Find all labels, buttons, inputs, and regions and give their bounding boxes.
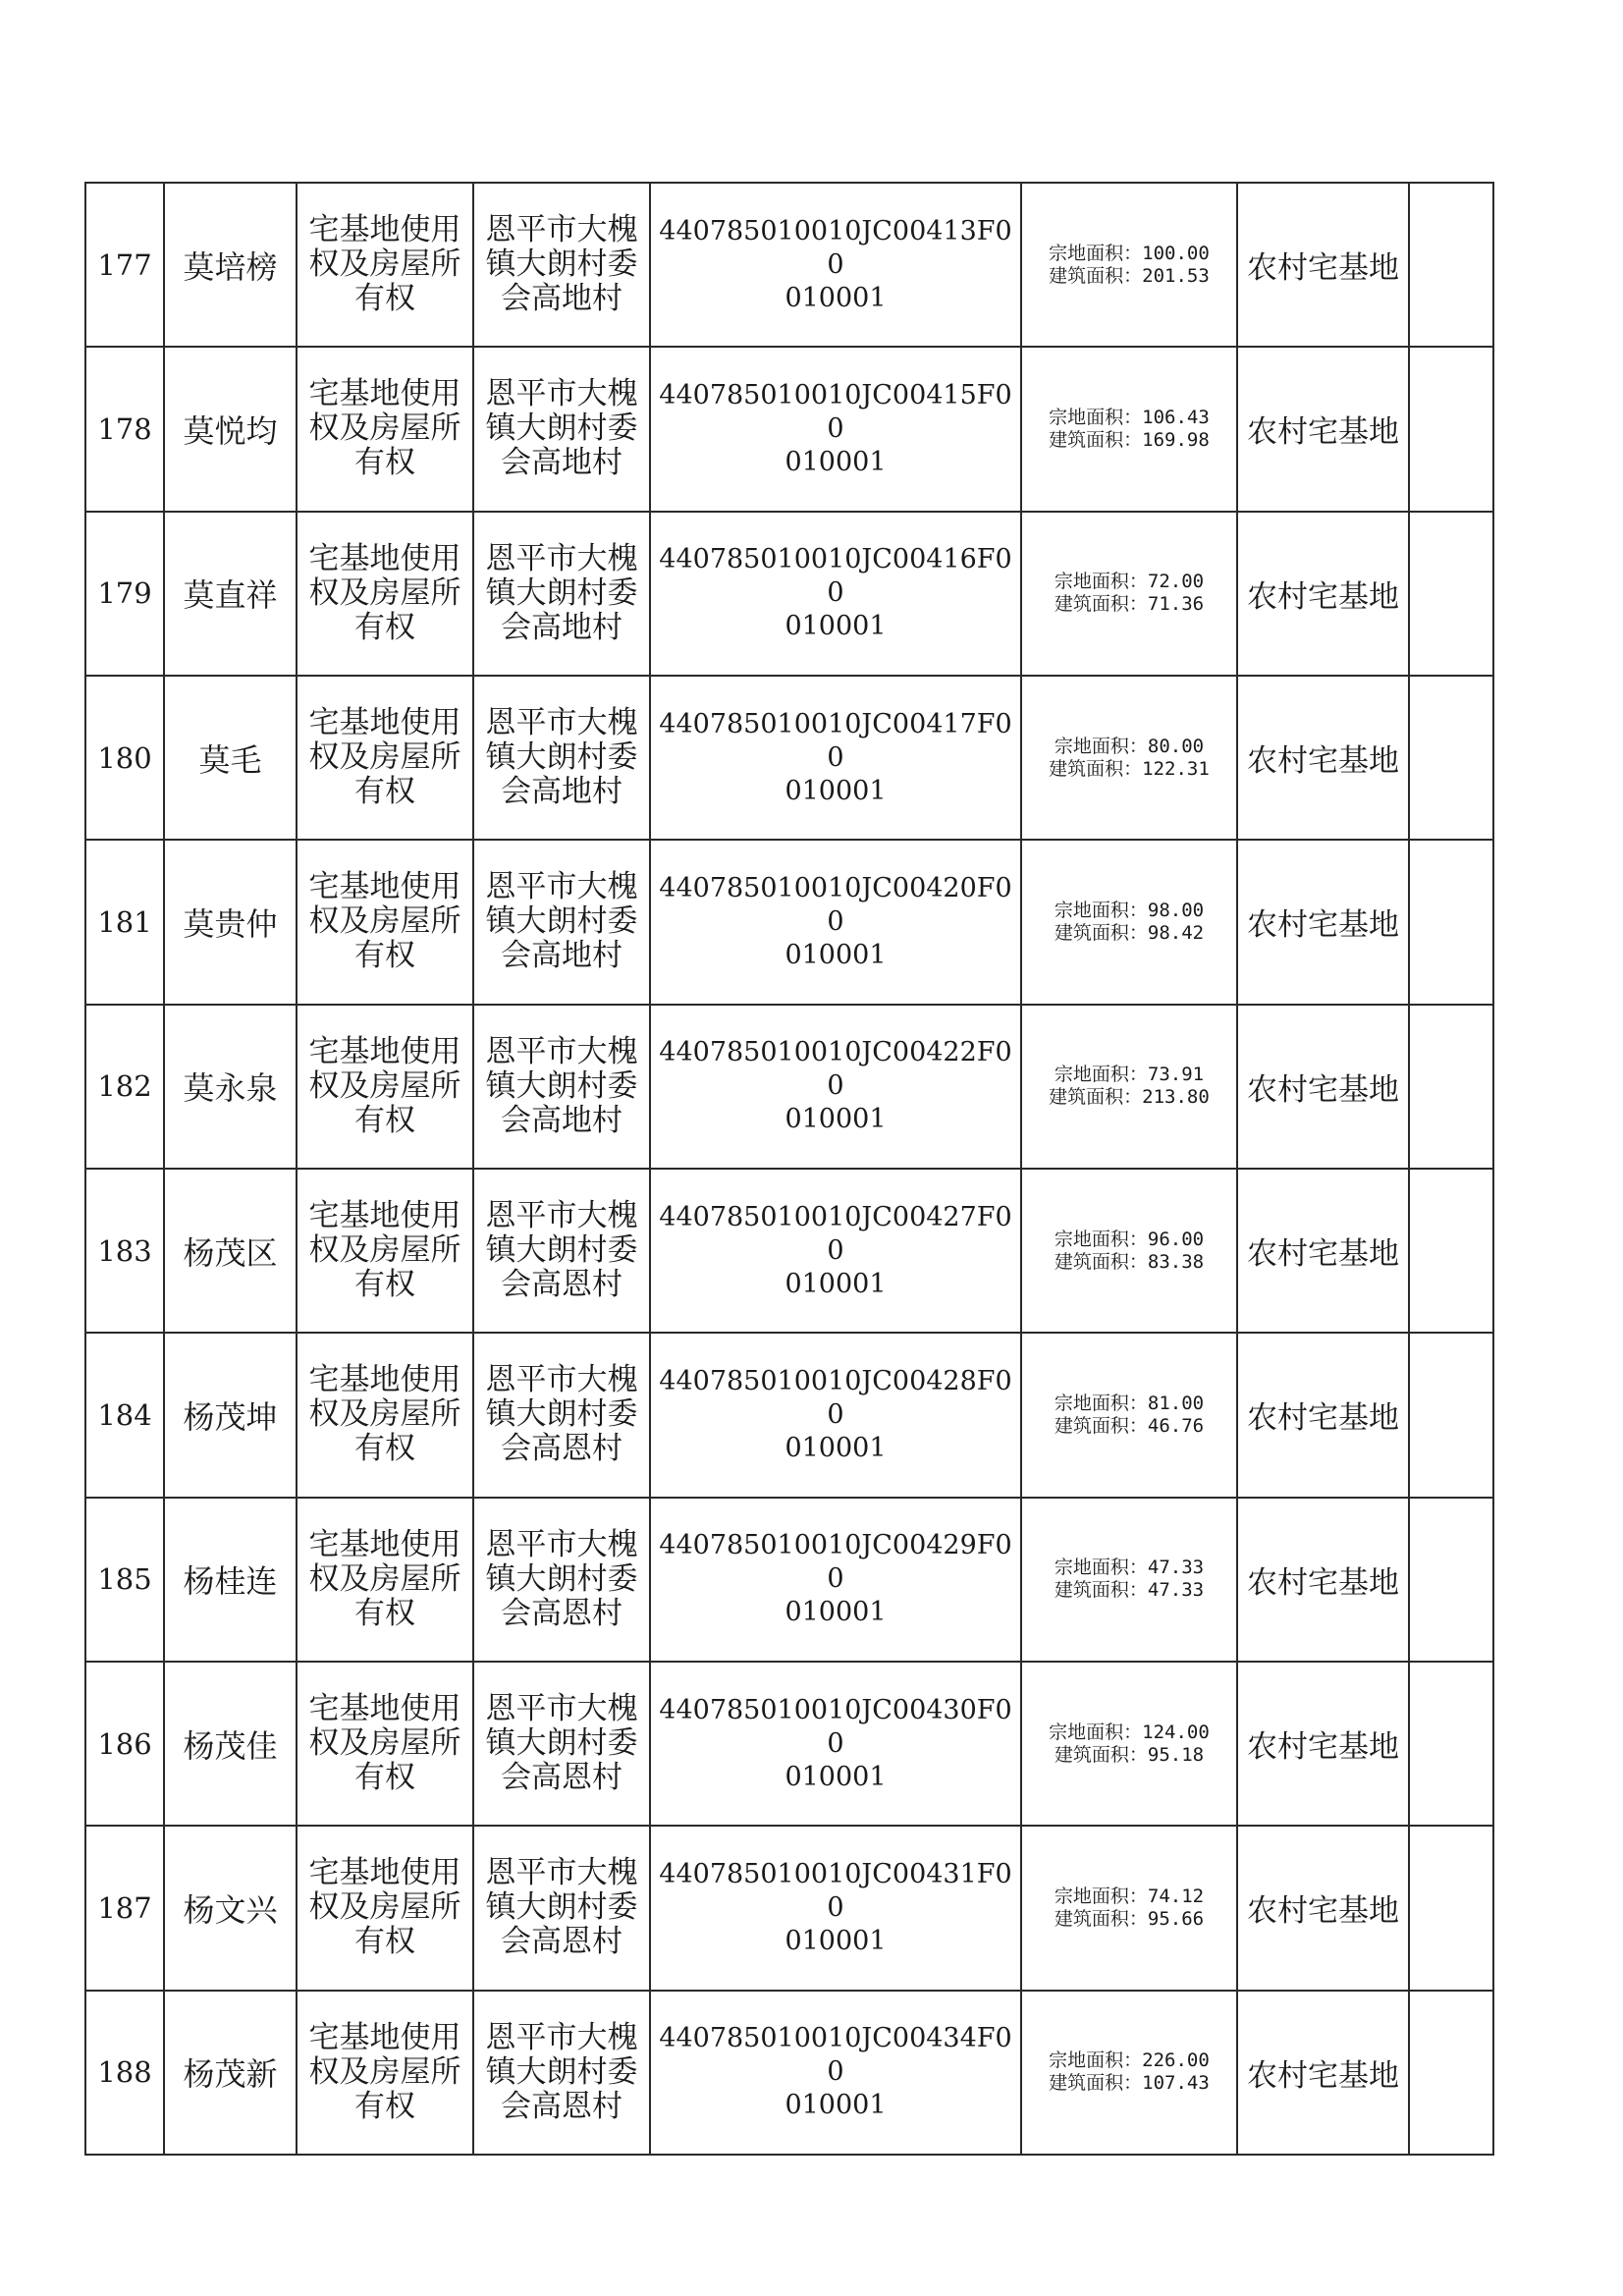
land-use: 农村宅基地 — [1247, 2057, 1399, 2094]
remark-cell — [1409, 1662, 1493, 1826]
land-area: 宗地面积：73.91 — [1054, 1064, 1205, 1086]
parcel-code-line: 010001 — [784, 446, 887, 477]
location-line: 恩平市大槐 — [485, 1362, 638, 1398]
land-area: 宗地面积：74.12 — [1054, 1885, 1205, 1907]
location-cell — [473, 1498, 650, 1662]
parcel-code-line: 440785010010JC00428F00 — [659, 1365, 1012, 1430]
owner-name: 杨桂连 — [183, 1562, 278, 1601]
parcel-code-cell — [650, 347, 1021, 511]
right-type-line: 权及房屋所 — [308, 739, 461, 776]
land-use-cell — [1237, 183, 1409, 347]
parcel-code-line: 010001 — [784, 2090, 887, 2121]
row-number-cell — [85, 1826, 164, 1990]
right-type-line: 权及房屋所 — [308, 2053, 461, 2090]
owner-name-cell — [164, 512, 297, 676]
right-type-line: 有权 — [354, 774, 415, 810]
land-use: 农村宅基地 — [1247, 743, 1399, 780]
land-area: 宗地面积：124.00 — [1049, 1721, 1210, 1743]
right-type-line: 宅基地使用 — [308, 540, 461, 576]
location-line: 会高地村 — [501, 1102, 622, 1138]
parcel-code-line: 440785010010JC00420F00 — [659, 872, 1012, 937]
parcel-code-line: 440785010010JC00434F00 — [659, 2023, 1012, 2088]
owner-name-cell — [164, 676, 297, 840]
right-type-line: 宅基地使用 — [308, 1033, 461, 1069]
location-line: 恩平市大槐 — [485, 1691, 638, 1727]
land-area: 宗地面积：96.00 — [1054, 1228, 1205, 1250]
right-type-line: 有权 — [354, 1924, 415, 1960]
parcel-code-cell — [650, 512, 1021, 676]
location-cell — [473, 676, 650, 840]
remark-cell — [1409, 512, 1493, 676]
building-area: 建筑面积：47.33 — [1054, 1579, 1205, 1602]
land-use: 农村宅基地 — [1247, 250, 1399, 287]
row-number: 184 — [97, 1397, 152, 1432]
row-number: 180 — [97, 740, 152, 775]
right-type-line: 权及房屋所 — [308, 1560, 461, 1597]
owner-name-cell — [164, 1169, 297, 1333]
land-use-cell — [1237, 1498, 1409, 1662]
parcel-code-line: 440785010010JC00422F00 — [659, 1037, 1012, 1102]
parcel-code-cell — [650, 840, 1021, 1004]
location-line: 恩平市大槐 — [485, 1198, 638, 1234]
building-area: 建筑面积：83.38 — [1054, 1250, 1205, 1273]
location-line: 会高地村 — [501, 938, 622, 974]
land-use-cell — [1237, 1826, 1409, 1990]
building-area: 建筑面积：95.66 — [1054, 1907, 1205, 1930]
location-cell — [473, 512, 650, 676]
location-cell — [473, 840, 650, 1004]
table-row — [85, 1005, 1493, 1169]
parcel-code-line: 440785010010JC00417F00 — [659, 708, 1012, 773]
right-type-cell — [297, 1169, 473, 1333]
right-type-line: 宅基地使用 — [308, 1198, 461, 1234]
land-use: 农村宅基地 — [1247, 414, 1399, 451]
row-number-cell — [85, 840, 164, 1004]
area-cell — [1021, 1333, 1237, 1497]
parcel-code-cell — [650, 676, 1021, 840]
land-use: 农村宅基地 — [1247, 1564, 1399, 1601]
owner-name-cell — [164, 1005, 297, 1169]
parcel-code-line: 010001 — [784, 1104, 887, 1135]
location-line: 会高地村 — [501, 609, 622, 645]
table-row — [85, 347, 1493, 511]
land-use-cell — [1237, 1991, 1409, 2155]
location-line: 镇大朗村委 — [485, 2053, 638, 2090]
right-type-cell — [297, 1991, 473, 2155]
land-area: 宗地面积：47.33 — [1054, 1557, 1205, 1579]
right-type-line: 权及房屋所 — [308, 1232, 461, 1269]
right-type-line: 宅基地使用 — [308, 1855, 461, 1891]
row-number-cell — [85, 1333, 164, 1497]
land-use-cell — [1237, 1169, 1409, 1333]
remark-cell — [1409, 676, 1493, 840]
location-cell — [473, 1005, 650, 1169]
owner-name: 莫培榜 — [183, 247, 278, 286]
location-line: 会高恩村 — [501, 1924, 622, 1960]
table-row — [85, 1333, 1493, 1497]
right-type-line: 权及房屋所 — [308, 903, 461, 940]
location-line: 会高恩村 — [501, 1595, 622, 1631]
right-type-line: 有权 — [354, 1760, 415, 1796]
right-type-cell — [297, 1333, 473, 1497]
owner-name: 莫悦均 — [183, 411, 278, 450]
building-area: 建筑面积：122.31 — [1049, 757, 1210, 780]
right-type-line: 权及房屋所 — [308, 246, 461, 283]
remark-cell — [1409, 1826, 1493, 1990]
row-number-cell — [85, 183, 164, 347]
parcel-code-line: 010001 — [784, 282, 887, 313]
row-number-cell — [85, 1498, 164, 1662]
parcel-code-line: 010001 — [784, 1597, 887, 1628]
land-use-cell — [1237, 676, 1409, 840]
owner-name: 莫贵仲 — [183, 904, 278, 943]
parcel-code-cell — [650, 1333, 1021, 1497]
right-type-cell — [297, 676, 473, 840]
location-line: 会高恩村 — [501, 2088, 622, 2124]
right-type-line: 有权 — [354, 281, 415, 317]
right-type-line: 有权 — [354, 1431, 415, 1467]
owner-name-cell — [164, 1662, 297, 1826]
right-type-line: 权及房屋所 — [308, 1889, 461, 1926]
location-cell — [473, 183, 650, 347]
row-number-cell — [85, 1005, 164, 1169]
registration-table — [84, 182, 1494, 2156]
remark-cell — [1409, 840, 1493, 1004]
parcel-code-cell — [650, 183, 1021, 347]
land-use-cell — [1237, 347, 1409, 511]
remark-cell — [1409, 1991, 1493, 2155]
parcel-code-line: 440785010010JC00416F00 — [659, 544, 1012, 609]
location-line: 镇大朗村委 — [485, 1889, 638, 1926]
owner-name-cell — [164, 1991, 297, 2155]
location-cell — [473, 1333, 650, 1497]
right-type-line: 宅基地使用 — [308, 1691, 461, 1727]
remark-cell — [1409, 1169, 1493, 1333]
building-area: 建筑面积：169.98 — [1049, 428, 1210, 451]
area-cell — [1021, 1498, 1237, 1662]
area-cell — [1021, 183, 1237, 347]
area-cell — [1021, 1826, 1237, 1990]
right-type-line: 有权 — [354, 609, 415, 645]
remark-cell — [1409, 1005, 1493, 1169]
row-number: 187 — [97, 1890, 152, 1925]
location-cell — [473, 1991, 650, 2155]
right-type-cell — [297, 512, 473, 676]
area-cell — [1021, 1169, 1237, 1333]
location-line: 镇大朗村委 — [485, 1067, 638, 1104]
land-area: 宗地面积：226.00 — [1049, 2050, 1210, 2072]
owner-name: 杨茂区 — [183, 1233, 278, 1272]
land-use-cell — [1237, 1005, 1409, 1169]
parcel-code-cell — [650, 1169, 1021, 1333]
land-area: 宗地面积：100.00 — [1049, 242, 1210, 264]
table-row — [85, 1662, 1493, 1826]
right-type-line: 宅基地使用 — [308, 869, 461, 905]
area-cell — [1021, 840, 1237, 1004]
land-use: 农村宅基地 — [1247, 1400, 1399, 1437]
right-type-line: 权及房屋所 — [308, 1067, 461, 1104]
remark-cell — [1409, 1498, 1493, 1662]
parcel-code-cell — [650, 1662, 1021, 1826]
parcel-code-line: 010001 — [784, 1268, 887, 1299]
location-line: 镇大朗村委 — [485, 574, 638, 611]
location-line: 恩平市大槐 — [485, 1855, 638, 1891]
row-number: 177 — [97, 247, 152, 282]
location-line: 恩平市大槐 — [485, 376, 638, 412]
land-use: 农村宅基地 — [1247, 1071, 1399, 1108]
land-use: 农村宅基地 — [1247, 578, 1399, 615]
location-line: 会高地村 — [501, 445, 622, 481]
location-line: 恩平市大槐 — [485, 2019, 638, 2055]
area-cell — [1021, 676, 1237, 840]
row-number: 181 — [97, 904, 152, 939]
land-area: 宗地面积：80.00 — [1054, 735, 1205, 757]
area-cell — [1021, 1662, 1237, 1826]
table-row — [85, 676, 1493, 840]
location-line: 会高地村 — [501, 281, 622, 317]
area-cell — [1021, 347, 1237, 511]
right-type-line: 权及房屋所 — [308, 574, 461, 611]
right-type-line: 宅基地使用 — [308, 376, 461, 412]
area-cell — [1021, 512, 1237, 676]
building-area: 建筑面积：46.76 — [1054, 1414, 1205, 1437]
owner-name-cell — [164, 183, 297, 347]
location-line: 恩平市大槐 — [485, 212, 638, 248]
table-row — [85, 1169, 1493, 1333]
table-row — [85, 1498, 1493, 1662]
parcel-code-line: 440785010010JC00430F00 — [659, 1694, 1012, 1759]
right-type-cell — [297, 1662, 473, 1826]
right-type-line: 宅基地使用 — [308, 1526, 461, 1562]
right-type-line: 有权 — [354, 2088, 415, 2124]
row-number-cell — [85, 676, 164, 840]
row-number-cell — [85, 1662, 164, 1826]
row-number: 186 — [97, 1726, 152, 1761]
owner-name-cell — [164, 840, 297, 1004]
owner-name: 杨茂新 — [183, 2055, 278, 2094]
parcel-code-line: 440785010010JC00413F00 — [659, 215, 1012, 280]
right-type-line: 权及房屋所 — [308, 1396, 461, 1433]
location-cell — [473, 1826, 650, 1990]
right-type-cell — [297, 1498, 473, 1662]
table-row — [85, 183, 1493, 347]
location-line: 恩平市大槐 — [485, 1033, 638, 1069]
land-area: 宗地面积：72.00 — [1054, 571, 1205, 593]
owner-name: 杨茂坤 — [183, 1397, 278, 1436]
table-row — [85, 512, 1493, 676]
location-line: 恩平市大槐 — [485, 869, 638, 905]
row-number: 178 — [97, 411, 152, 446]
table-row — [85, 840, 1493, 1004]
table-row — [85, 1826, 1493, 1990]
building-area: 建筑面积：201.53 — [1049, 264, 1210, 287]
location-line: 镇大朗村委 — [485, 739, 638, 776]
right-type-line: 有权 — [354, 1102, 415, 1138]
owner-name-cell — [164, 347, 297, 511]
parcel-code-cell — [650, 1826, 1021, 1990]
land-use-cell — [1237, 840, 1409, 1004]
parcel-code-line: 010001 — [784, 611, 887, 642]
area-cell — [1021, 1005, 1237, 1169]
row-number-cell — [85, 512, 164, 676]
parcel-code-cell — [650, 1991, 1021, 2155]
land-area: 宗地面积：98.00 — [1054, 899, 1205, 921]
right-type-line: 宅基地使用 — [308, 705, 461, 741]
land-use: 农村宅基地 — [1247, 1729, 1399, 1766]
building-area: 建筑面积：213.80 — [1049, 1086, 1210, 1109]
parcel-code-line: 440785010010JC00427F00 — [659, 1201, 1012, 1266]
parcel-code-cell — [650, 1498, 1021, 1662]
right-type-line: 宅基地使用 — [308, 212, 461, 248]
owner-name-cell — [164, 1826, 297, 1990]
location-cell — [473, 347, 650, 511]
owner-name-cell — [164, 1498, 297, 1662]
row-number: 185 — [97, 1562, 152, 1597]
owner-name: 杨文兴 — [183, 1890, 278, 1929]
location-line: 会高恩村 — [501, 1760, 622, 1796]
right-type-cell — [297, 840, 473, 1004]
row-number-cell — [85, 1169, 164, 1333]
parcel-code-line: 010001 — [784, 1432, 887, 1463]
owner-name: 莫毛 — [198, 740, 262, 779]
table-body — [85, 183, 1493, 2155]
row-number: 179 — [97, 576, 152, 611]
location-line: 会高恩村 — [501, 1431, 622, 1467]
land-area: 宗地面积：106.43 — [1049, 406, 1210, 428]
row-number: 188 — [97, 2055, 152, 2090]
land-use-cell — [1237, 512, 1409, 676]
remark-cell — [1409, 1333, 1493, 1497]
right-type-line: 权及房屋所 — [308, 410, 461, 447]
location-line: 镇大朗村委 — [485, 246, 638, 283]
land-use: 农村宅基地 — [1247, 1236, 1399, 1273]
location-line: 镇大朗村委 — [485, 410, 638, 447]
right-type-line: 有权 — [354, 1267, 415, 1303]
right-type-cell — [297, 1005, 473, 1169]
parcel-code-line: 440785010010JC00431F00 — [659, 1858, 1012, 1923]
right-type-cell — [297, 347, 473, 511]
row-number: 183 — [97, 1233, 152, 1268]
building-area: 建筑面积：107.43 — [1049, 2072, 1210, 2095]
land-area: 宗地面积：81.00 — [1054, 1392, 1205, 1414]
location-cell — [473, 1169, 650, 1333]
parcel-code-line: 440785010010JC00415F00 — [659, 379, 1012, 444]
location-line: 镇大朗村委 — [485, 1725, 638, 1762]
right-type-line: 有权 — [354, 938, 415, 974]
parcel-code-cell — [650, 1005, 1021, 1169]
building-area: 建筑面积：95.18 — [1054, 1743, 1205, 1766]
location-line: 镇大朗村委 — [485, 1232, 638, 1269]
owner-name: 莫永泉 — [183, 1069, 278, 1108]
location-line: 恩平市大槐 — [485, 540, 638, 576]
right-type-line: 有权 — [354, 445, 415, 481]
parcel-code-line: 440785010010JC00429F00 — [659, 1530, 1012, 1595]
location-cell — [473, 1662, 650, 1826]
location-line: 镇大朗村委 — [485, 1396, 638, 1433]
right-type-line: 有权 — [354, 1595, 415, 1631]
parcel-code-line: 010001 — [784, 939, 887, 970]
right-type-line: 宅基地使用 — [308, 1362, 461, 1398]
right-type-line: 宅基地使用 — [308, 2019, 461, 2055]
location-line: 镇大朗村委 — [485, 1560, 638, 1597]
row-number: 182 — [97, 1069, 152, 1104]
right-type-cell — [297, 1826, 473, 1990]
area-cell — [1021, 1991, 1237, 2155]
location-line: 会高地村 — [501, 774, 622, 810]
row-number-cell — [85, 347, 164, 511]
parcel-code-line: 010001 — [784, 775, 887, 806]
owner-name-cell — [164, 1333, 297, 1497]
location-line: 会高恩村 — [501, 1267, 622, 1303]
row-number-cell — [85, 1991, 164, 2155]
land-use: 农村宅基地 — [1247, 907, 1399, 944]
parcel-code-line: 010001 — [784, 1761, 887, 1792]
building-area: 建筑面积：71.36 — [1054, 593, 1205, 616]
right-type-cell — [297, 183, 473, 347]
land-use: 农村宅基地 — [1247, 1893, 1399, 1930]
location-line: 镇大朗村委 — [485, 903, 638, 940]
location-line: 恩平市大槐 — [485, 1526, 638, 1562]
remark-cell — [1409, 347, 1493, 511]
remark-cell — [1409, 183, 1493, 347]
location-line: 恩平市大槐 — [485, 705, 638, 741]
table-row — [85, 1991, 1493, 2155]
land-use-cell — [1237, 1662, 1409, 1826]
owner-name: 杨茂佳 — [183, 1726, 278, 1765]
land-use-cell — [1237, 1333, 1409, 1497]
right-type-line: 权及房屋所 — [308, 1725, 461, 1762]
parcel-code-line: 010001 — [784, 1925, 887, 1956]
building-area: 建筑面积：98.42 — [1054, 921, 1205, 944]
owner-name: 莫直祥 — [183, 576, 278, 615]
